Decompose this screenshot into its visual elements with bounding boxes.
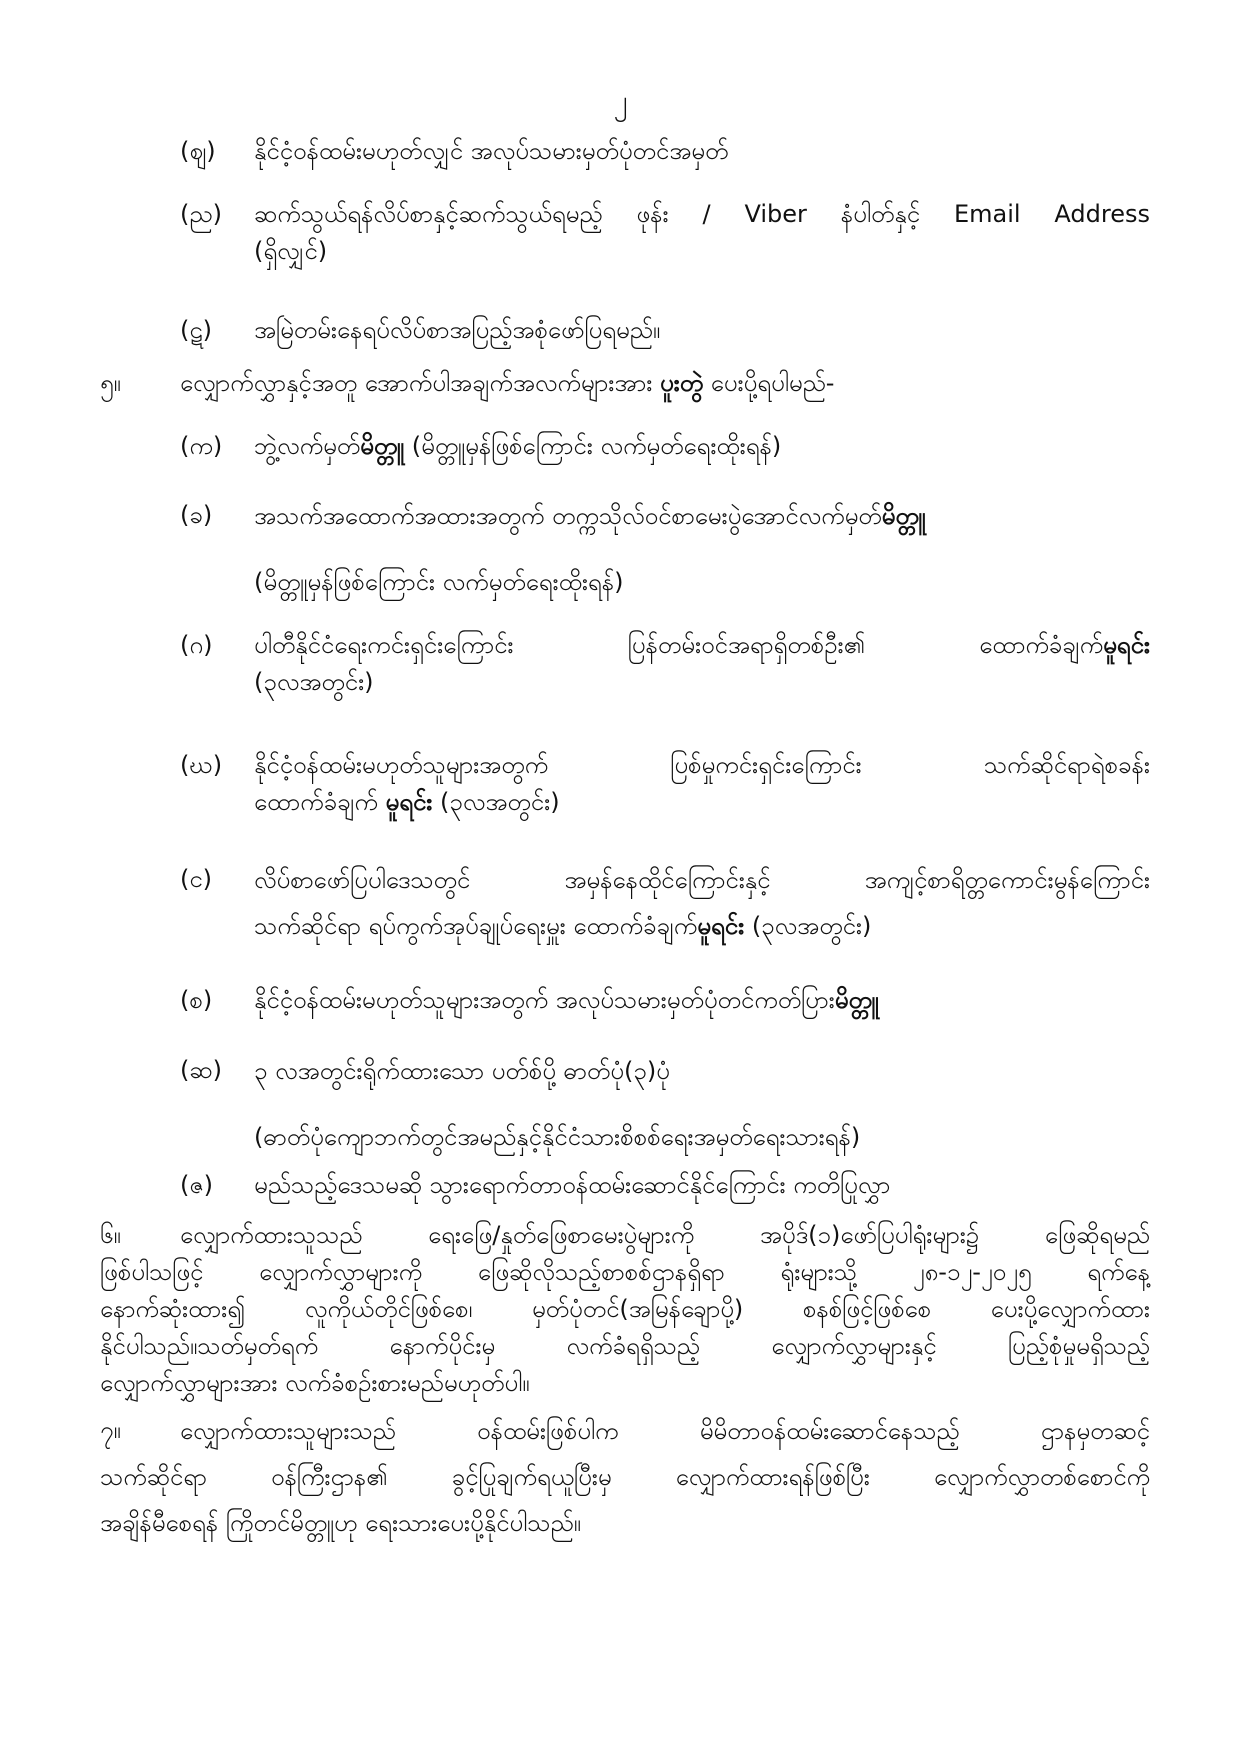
item-text-line: (ဓာတ်ပုံကျောဘက်တွင်အမည်နှင့်နိုင်ငံသားစိစစ်ရေးအမှတ်ရေးသားရန်) xyxy=(254,1123,861,1151)
item-text-line: ထောက်ခံချက် မူရင်း (၃လအတွင်း) xyxy=(254,788,560,816)
item-text: ဘွဲ့လက်မှတ်မိတ္တူ (မိတ္တူမှန်ဖြစ်ကြောင်း လက်မှတ်ရေးထိုးရန်) xyxy=(254,432,782,460)
item-label: (ဇ) xyxy=(180,1171,213,1199)
item-label: (ဋ) xyxy=(180,316,213,344)
page-number: ၂ xyxy=(613,84,628,117)
item-label: (ဃ) xyxy=(180,751,223,779)
item-text-line: နိုင်ငံ့ဝန်ထမ်းမဟုတ်သူများအတွက် ပြစ်မှုကင်းရှင်းကြောင်း သက်ဆိုင်ရာရဲစခန်း xyxy=(254,751,1150,779)
paragraph-line: နောက်ဆုံးထား၍ လူကိုယ်တိုင်ဖြစ်စေ၊ မှတ်ပုံတင်(အမြန်ချောပို့) စနစ်ဖြင့်ဖြစ်စေ ပေးပို့လျှောက်ထား xyxy=(100,1295,1150,1323)
paragraph-number: ၅။ xyxy=(100,369,121,397)
paragraph-line: လျှောက်ထားသူများသည် ဝန်ထမ်းဖြစ်ပါက မိမိတာဝန်ထမ်းဆောင်နေသည့် ဌာနမှတဆင့် xyxy=(180,1417,1150,1445)
item-text: မည်သည့်ဒေသမဆို သွားရောက်တာဝန်ထမ်းဆောင်နိုင်ကြောင်း ကတိပြုလွှာ xyxy=(254,1171,891,1199)
paragraph-line: နိုင်ပါသည်။သတ်မှတ်ရက် နောက်ပိုင်းမှ လက်ခံရရှိသည့် လျှောက်လွှာများနှင့် ပြည့်စုံမှုမရှိသည့် xyxy=(100,1332,1150,1360)
item-text-line: အသက်အထောက်အထားအတွက် တက္ကသိုလ်ဝင်စာမေးပွဲအောင်လက်မှတ်မိတ္တူ xyxy=(254,502,926,530)
item-label: (က) xyxy=(180,432,223,460)
item-text-line: သက်ဆိုင်ရာ ရပ်ကွက်အုပ်ချုပ်ရေးမှူး ထောက်ခံချက်မူရင်း (၃လအတွင်း) xyxy=(254,912,872,940)
item-label: (င) xyxy=(180,865,213,893)
paragraph-line: သက်ဆိုင်ရာ ဝန်ကြီးဌာန၏ ခွင့်ပြုချက်ရယူပြီးမှ လျှောက်ထားရန်ဖြစ်ပြီး လျှောက်လွှာတစ်စောင်ကို xyxy=(100,1463,1150,1491)
item-label: (ခ) xyxy=(180,501,213,529)
item-text-line: (ရှိလျှင်) xyxy=(254,237,328,265)
paragraph-line: လျှောက်ထားသူသည် ရေးဖြေ/နှုတ်ဖြေစာမေးပွဲများကို အပိုဒ်(၁)ဖော်ပြပါရုံးများ၌ ဖြေဆိုရမည် xyxy=(180,1221,1150,1249)
paragraph-line: လျှောက်လွှာများအား လက်ခံစဉ်းစားမည်မဟုတ်ပါ။ xyxy=(100,1369,530,1397)
paragraph-line: အချိန်မီစေရန် ကြိုတင်မိတ္တူဟု ရေးသားပေးပို့နိုင်ပါသည်။ xyxy=(100,1509,581,1537)
paragraph-number: ၆။ xyxy=(100,1221,121,1249)
paragraph-text: လျှောက်လွှာနှင့်အတူ အောက်ပါအချက်အလက်များအား ပူးတွဲ ပေးပို့ရပါမည်- xyxy=(180,369,835,397)
item-label: (ဂ) xyxy=(180,631,213,659)
paragraph-line: ဖြစ်ပါသဖြင့် လျှောက်လွှာများကို ဖြေဆိုလိုသည့်စာစစ်ဌာနရှိရာ ရုံးများသို့ ၂၈-၁၂-၂၀၂၅ ရက်နေ့ xyxy=(100,1258,1150,1286)
item-text: နိုင်ငံ့ဝန်ထမ်းမဟုတ်လျှင် အလုပ်သမားမှတ်ပုံတင်အမှတ် xyxy=(254,137,729,165)
item-text: အမြဲတမ်းနေရပ်လိပ်စာအပြည့်အစုံဖော်ပြရမည်။ xyxy=(254,316,661,344)
item-label: (ဈ) xyxy=(180,137,216,165)
paragraph-number: ၇။ xyxy=(100,1416,121,1444)
item-label: (စ) xyxy=(180,986,213,1014)
item-text: နိုင်ငံ့ဝန်ထမ်းမဟုတ်သူများအတွက် အလုပ်သမားမှတ်ပုံတင်ကတ်ပြားမိတ္တူ xyxy=(254,986,879,1014)
item-text-line: (၃လအတွင်း) xyxy=(254,668,374,696)
item-label: (ဆ) xyxy=(180,1056,222,1084)
item-text-line: လိပ်စာဖော်ပြပါဒေသတွင် အမှန်နေထိုင်ကြောင်းနှင့် အကျင့်စာရိတ္တကောင်းမွန်ကြောင်း xyxy=(254,866,1150,894)
item-text-line: (မိတ္တူမှန်ဖြစ်ကြောင်း လက်မှတ်ရေးထိုးရန်) xyxy=(254,568,624,596)
item-text-line: ပါတီနိုင်ငံရေးကင်းရှင်းကြောင်း ပြန်တမ်းဝင်အရာရှိတစ်ဦး၏ ထောက်ခံချက်မူရင်း xyxy=(254,631,1150,659)
item-label: (ည) xyxy=(180,200,222,228)
item-text-line: ဆက်သွယ်ရန်လိပ်စာနှင့်ဆက်သွယ်ရမည့် ဖုန်း / Viber နံပါတ်နှင့် Email Address xyxy=(254,200,1150,228)
item-text-line: ၃ လအတွင်းရိုက်ထားသော ပတ်စ်ပို့ ဓာတ်ပုံ(၃)ပုံ xyxy=(254,1057,670,1085)
